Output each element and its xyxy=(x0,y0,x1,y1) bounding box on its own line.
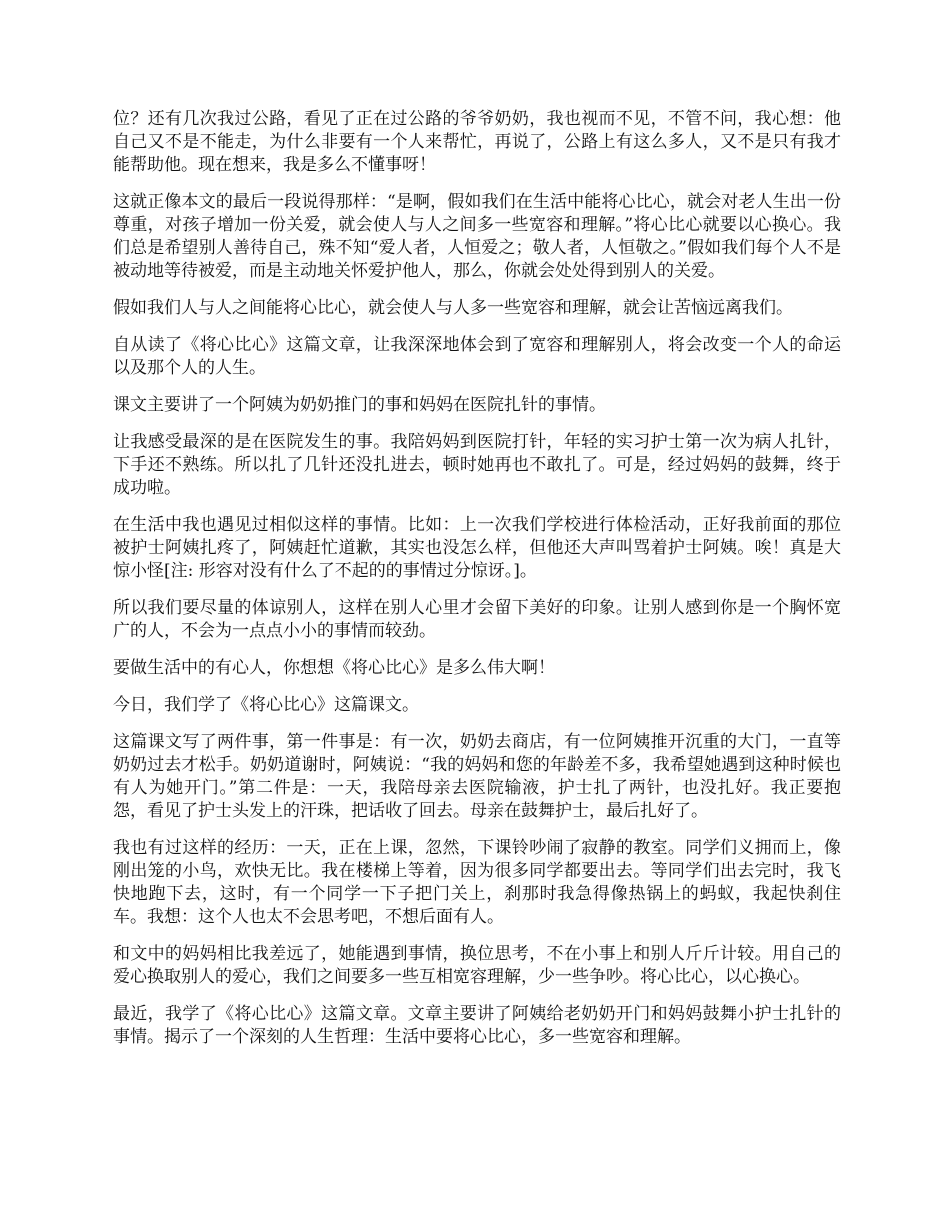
paragraph-9: 要做生活中的有心人，你想想《将心比心》是多么伟大啊！ xyxy=(113,658,555,678)
paragraph-10: 今日，我们学了《将心比心》这篇课文。 xyxy=(113,695,419,715)
paragraph-1: 位？还有几次我过公路，看见了正在过公路的爷爷奶奶，我也视而不见，不管不问，我心想：他自己又不是不能走，为什么非要有一个人来帮忙，再说了，公路上有这么多人，又不是只有我才能帮助他。现在想来，我是多么不懂事呀！ xyxy=(113,109,841,175)
paragraph-13: 和文中的妈妈相比我差远了，她能遇到事情，换位思考，不在小事上和别人斤斤计较。用自己的爱心换取别人的爱心，我们之间要多一些互相宽容理解，少一些争吵。将心比心，以心换心。 xyxy=(113,944,841,987)
paragraph-8: 所以我们要尽量的体谅别人，这样在别人心里才会留下美好的印象。让别人感到你是一个胸怀宽广的人，不会为一点点小小的事情而较劲。 xyxy=(113,598,841,641)
paragraph-12: 我也有过这样的经历：一天，正在上课，忽然，下课铃吵闹了寂静的教室。同学们义拥而上，像刚出笼的小鸟，欢快无比。我在楼梯上等着，因为很多同学都要出去。等同学们出去完时，我飞快地跑下去，这时，有一个同学一下子把门关上，刹那时我急得像热锅上的蚂蚁，我起快刹住车。我想：这个人也太不会思考吧，不想后面有人。 xyxy=(113,838,841,927)
paragraph-2: 这就正像本文的最后一段说得那样：“是啊，假如我们在生活中能将心比心，就会对老人生出一份尊重，对孩子增加一份关爱，就会使人与人之间多一些宽容和理解。”将心比心就要以心换心。我们总是希望别人善待自己，殊不知“爱人者，人恒爱之；敬人者，人恒敬之。”假如我们每个人不是被动地等待被爱，而是主动地关怀爱护他人，那么，你就会处处得到别人的关爱。 xyxy=(113,192,841,281)
paragraph-3: 假如我们人与人之间能将心比心，就会使人与人多一些宽容和理解，就会让苦恼远离我们。 xyxy=(113,298,793,318)
paragraph-6: 让我感受最深的是在医院发生的事。我陪妈妈到医院打针，年轻的实习护士第一次为病人扎针，下手还不熟练。所以扎了几针还没扎进去，顿时她再也不敢扎了。可是，经过妈妈的鼓舞，终于成功啦。 xyxy=(113,432,841,498)
paragraph-14: 最近，我学了《将心比心》这篇文章。文章主要讲了阿姨给老奶奶开门和妈妈鼓舞小护士扎针的事情。揭示了一个深刻的人生哲理：生活中要将心比心，多一些宽容和理解。 xyxy=(113,1004,841,1047)
paragraph-4: 自从读了《将心比心》这篇文章，让我深深地体会到了宽容和理解别人，将会改变一个人的命运以及那个人的人生。 xyxy=(113,335,841,378)
paragraph-11: 这篇课文写了两件事，第一件事是：有一次，奶奶去商店，有一位阿姨推开沉重的大门，一直等奶奶过去才松手。奶奶道谢时，阿姨说：“我的妈妈和您的年龄差不多，我希望她遇到这种时候也有人为她开门。”第二件是：一天，我陪母亲去医院输液，护士扎了两针，也没扎好。我正要抱怨，看见了护士头发上的汗珠，把话收了回去。母亲在鼓舞护士，最后扎好了。 xyxy=(113,732,841,821)
paragraph-7: 在生活中我也遇见过相似这样的事情。比如：上一次我们学校进行体检活动，正好我前面的那位被护士阿姨扎疼了，阿姨赶忙道歉，其实也没怎么样，但他还大声叫骂着护士阿姨。唉！真是大惊小怪[注: 形容对没有什么了不起的的事情过分惊讶。]。 xyxy=(113,515,841,581)
document-body xyxy=(113,108,841,1063)
paragraph-5: 课文主要讲了一个阿姨为奶奶推门的事和妈妈在医院扎针的事情。 xyxy=(113,395,606,415)
